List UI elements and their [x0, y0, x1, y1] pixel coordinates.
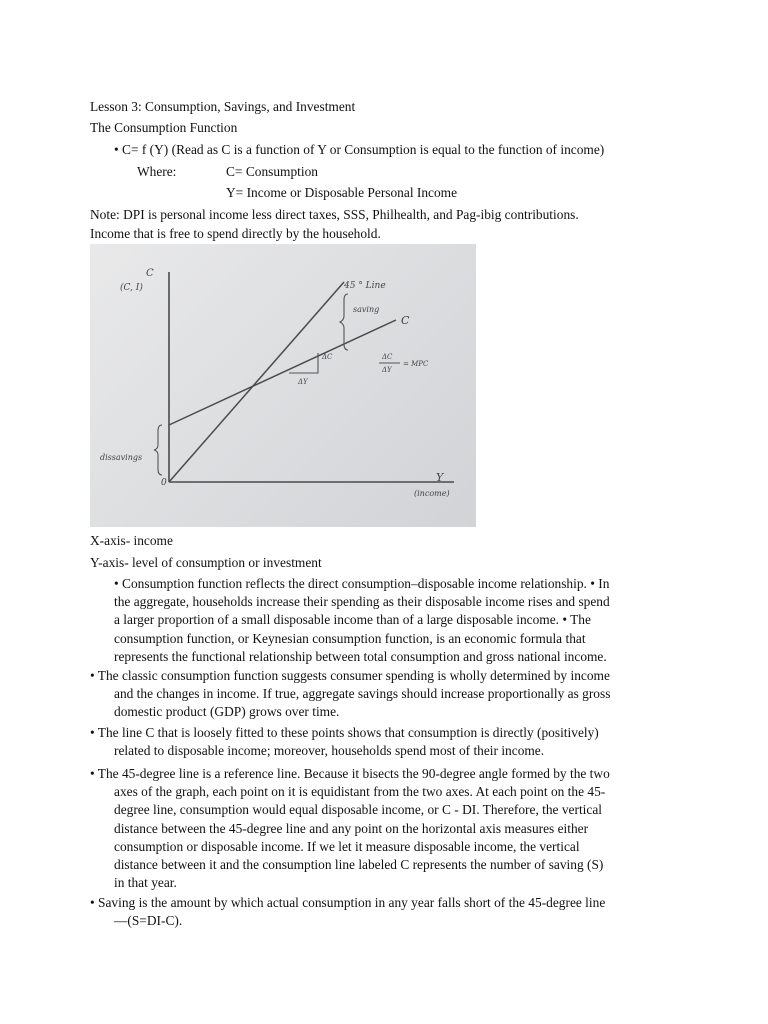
dissavings-label: dissavings — [100, 453, 143, 462]
paragraph-line: related to disposable income; moreover, households spend most of their income. — [114, 743, 545, 759]
paragraph-line: • The classic consumption function suggests consumer spending is wholly determined by income — [90, 668, 610, 683]
x-axis-description: X-axis- income — [90, 533, 173, 548]
paragraph-classic-function — [90, 667, 676, 722]
mpc-numerator: ΔC — [382, 353, 393, 361]
paragraph-line: degree line, consumption would equal disposable income, or C - DI. Therefore, the vertical — [114, 802, 602, 818]
paragraph-line: the aggregate, households increase their spending as their disposable income rises and spend — [114, 594, 610, 610]
paragraph-line: • The 45-degree line is a reference line. Because it bisects the 90-degree angle formed by the two — [90, 766, 610, 781]
paragraph-line-c — [90, 724, 676, 760]
45-degree-line-label: 45 ° Line — [344, 281, 386, 291]
lesson-title: Lesson 3: Consumption, Savings, and Investment — [90, 99, 356, 114]
savings-brace — [340, 294, 348, 350]
paragraph-line: consumption function, or Keynesian consumption function, is an economic formula that — [114, 630, 586, 646]
definition-c: C= Consumption — [226, 164, 319, 179]
paragraph-line: distance between the 45-degree line and any point on the horizontal axis measures either — [114, 820, 589, 836]
where-label: Where: — [137, 164, 177, 179]
paragraph-line: consumption or disposable income. If we let it measure disposable income, the vertical — [114, 838, 580, 854]
y-axis-label: C — [146, 268, 154, 279]
note-line-1: Note: DPI is personal income less direct taxes, SSS, Philhealth, and Pag-ibig contributions. — [90, 207, 579, 222]
paragraph-45-degree-line — [90, 765, 676, 892]
figure-drawing — [90, 244, 476, 527]
paragraph-line: domestic product (GDP) grows over time. — [114, 704, 340, 720]
origin-label: 0 — [161, 478, 167, 488]
x-axis-label: Y — [436, 471, 444, 484]
savings-label: saving — [353, 305, 380, 314]
paragraph-consumption-function — [114, 575, 676, 666]
delta-y-label: ΔY — [298, 378, 308, 386]
section-title: The Consumption Function — [90, 120, 238, 135]
mpc-denominator: ΔY — [382, 366, 392, 374]
definition-y: Y= Income or Disposable Personal Income — [226, 185, 458, 200]
paragraph-line: —(S=DI-C). — [114, 913, 183, 929]
paragraph-line: in that year. — [114, 875, 177, 891]
consumption-function-figure — [90, 244, 476, 527]
45-degree-line — [169, 282, 344, 482]
consumption-line-label: C — [401, 314, 410, 327]
paragraph-line: and the changes in income. If true, aggregate savings should increase proportionally as gross — [114, 686, 611, 702]
paragraph-line: represents the functional relationship between total consumption and gross national income. — [114, 648, 607, 664]
note-line-2: Income that is free to spend directly by the household. — [90, 226, 381, 241]
consumption-line — [169, 320, 396, 425]
paragraph-line: • Consumption function reflects the direct consumption–disposable income relationship. • In — [114, 576, 610, 591]
paragraph-line: axes of the graph, each point on it is equidistant from the two axes. At each point on the 45- — [114, 784, 606, 800]
delta-c-label: ΔC — [322, 353, 333, 361]
y-axis-sub-label: (C, I) — [120, 283, 143, 293]
mpc-equation: = MPC — [403, 360, 429, 368]
paragraph-line: • The line C that is loosely fitted to these points shows that consumption is directly (positively) — [90, 725, 599, 740]
paragraph-saving — [90, 894, 676, 930]
formula-bullet: • C= f (Y) (Read as C is a function of Y or Consumption is equal to the function of income) — [114, 142, 605, 157]
dissavings-brace — [154, 425, 162, 475]
paragraph-line: • Saving is the amount by which actual consumption in any year falls short of the 45-degree line — [90, 895, 606, 910]
x-axis-sub-label: (income) — [414, 489, 450, 498]
paragraph-line: distance between it and the consumption line labeled C represents the number of saving (S) — [114, 857, 604, 873]
paragraph-line: a larger proportion of a small disposable income than of a large disposable income. • The — [114, 612, 591, 628]
y-axis-description: Y-axis- level of consumption or investment — [90, 555, 322, 570]
